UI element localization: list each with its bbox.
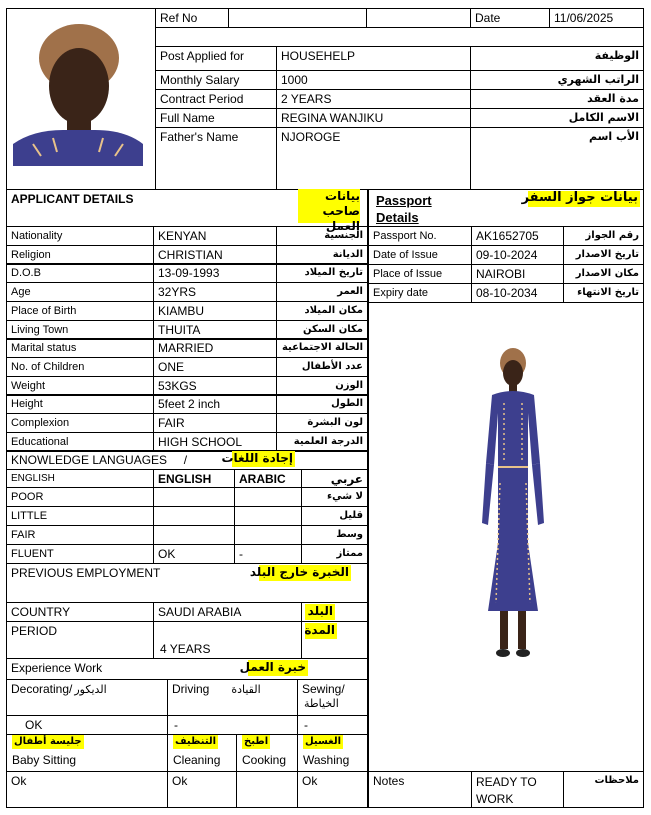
experience-task-label: Cooking [242, 753, 287, 767]
lang-level-ar: ممتاز [301, 544, 368, 564]
passport-label: Place of Issue [368, 264, 472, 284]
applicant-label-ar: الحالة الاجتماعية [276, 338, 368, 358]
experience-value: OK [6, 715, 168, 735]
experience-title-cell [6, 658, 368, 680]
applicant-label-ar: العمر [276, 282, 368, 302]
employment-title: PREVIOUS EMPLOYMENT [11, 566, 161, 580]
passport-title-ar: بيانات جواز السفر [521, 190, 638, 205]
applicant-value: HIGH SCHOOL [153, 432, 277, 452]
job-label-ar: الاسم الكامل [470, 108, 644, 128]
experience-label-ar: القيادة [231, 683, 261, 696]
job-label-ar: مدة العقد [470, 89, 644, 109]
passport-label: Expiry date [368, 283, 472, 303]
lang-header-label: ENGLISH [6, 469, 154, 488]
applicant-value: THUITA [153, 320, 277, 340]
experience-value: - [297, 715, 368, 735]
experience-title: Experience Work [11, 661, 103, 675]
passport-value: 08-10-2034 [471, 283, 564, 303]
applicant-value: 32YRS [153, 282, 277, 302]
experience-task-ar: الغسيل [305, 736, 342, 747]
lang-header-arabic-ar: عربي [301, 469, 368, 488]
experience-task-label: Cleaning [173, 753, 221, 767]
job-value: 1000 [276, 70, 471, 90]
job-value: NJOROGE [276, 127, 471, 190]
applicant-label: No. of Children [6, 357, 154, 377]
applicant-label-ar: مكان الميلاد [276, 301, 368, 321]
applicant-value: FAIR [153, 413, 277, 433]
job-label: Father's Name [155, 127, 277, 190]
languages-title: KNOWLEDGE LANGUAGES [11, 453, 168, 467]
applicant-label-ar: تاريخ الميلاد [276, 263, 368, 283]
passport-title: Passport Details [376, 193, 432, 225]
passport-label: Passport No. [368, 226, 472, 246]
notes-label: Notes [368, 771, 472, 808]
lang-arabic [234, 525, 302, 545]
applicant-label: D.O.B [6, 263, 154, 283]
applicant-value: 53KGS [153, 376, 277, 396]
passport-value: NAIROBI [471, 264, 564, 284]
passport-value: 09-10-2024 [471, 245, 564, 265]
lang-level: FLUENT [6, 544, 154, 564]
passport-label-ar: مكان الاصدار [563, 264, 644, 284]
applicant-label-ar: لون البشرة [276, 413, 368, 433]
applicant-label: Height [6, 394, 154, 414]
period-label: PERIOD [6, 621, 154, 659]
job-label: Monthly Salary [155, 70, 277, 90]
experience-item [6, 679, 168, 716]
experience-task-ar: اطبخ [244, 736, 269, 747]
lang-english [153, 506, 235, 526]
applicant-label-ar: الوزن [276, 376, 368, 396]
job-label-ar: الراتب الشهري [470, 70, 644, 90]
lang-level: POOR [6, 487, 154, 507]
job-label: Post Applied for [155, 46, 277, 71]
applicant-value: KIAMBU [153, 301, 277, 321]
passport-label-ar: تاريخ الاصدار [563, 245, 644, 265]
applicant-title: APPLICANT DETAILS [11, 192, 134, 206]
applicant-label: Complexion [6, 413, 154, 433]
lang-level: FAIR [6, 525, 154, 545]
job-label: Full Name [155, 108, 277, 128]
job-value: HOUSEHELP [276, 46, 471, 71]
languages-slash: / [183, 453, 188, 467]
country-value: SAUDI ARABIA [153, 602, 302, 622]
applicant-value: ONE [153, 357, 277, 377]
applicant-value: MARRIED [153, 338, 277, 358]
experience-task-value: Ok [167, 771, 237, 808]
notes-ar: ملاحظات [563, 771, 644, 808]
applicant-label-ar: مكان السكن [276, 320, 368, 340]
applicant-value: CHRISTIAN [153, 245, 277, 265]
applicant-label: Age [6, 282, 154, 302]
applicant-label: Marital status [6, 338, 154, 358]
experience-task-ar: جليسة أطفال [14, 736, 82, 747]
experience-task-value: Ok [297, 771, 368, 808]
lang-header-arabic: ARABIC [234, 469, 302, 488]
applicant-label-ar: الجنسية [276, 226, 368, 246]
applicant-label-ar: الديانة [276, 245, 368, 265]
lang-level-ar: قليل [301, 506, 368, 526]
notes-value: READY TO WORK [471, 771, 564, 808]
lang-level-ar: لا شيء [301, 487, 368, 507]
experience-label: Driving [172, 682, 210, 696]
date-label: Date [470, 8, 550, 28]
lang-arabic [234, 506, 302, 526]
applicant-label: Weight [6, 376, 154, 396]
job-label-ar: الوظيفة [470, 46, 644, 71]
lang-english: OK [153, 544, 235, 564]
lang-level: LITTLE [6, 506, 154, 526]
job-value: 2 YEARS [276, 89, 471, 109]
experience-task-label: Baby Sitting [12, 753, 77, 767]
lang-english [153, 525, 235, 545]
job-label-ar: الأب اسم [470, 127, 644, 190]
passport-label-ar: رقم الجواز [563, 226, 644, 246]
applicant-label: Nationality [6, 226, 154, 246]
applicant-label-ar: الطول [276, 394, 368, 414]
lang-arabic [234, 487, 302, 507]
country-ar: البلد [305, 604, 335, 620]
job-label: Contract Period [155, 89, 277, 109]
passport-label-ar: تاريخ الانتهاء [563, 283, 644, 303]
experience-label: Decorating/ [11, 682, 73, 696]
lang-english [153, 487, 235, 507]
applicant-label: Living Town [6, 320, 154, 340]
applicant-value: 13-09-1993 [153, 263, 277, 283]
applicant-label: Educational [6, 432, 154, 452]
experience-task-ar: التنظيف [175, 736, 217, 747]
lang-level-ar: وسط [301, 525, 368, 545]
date-value: 11/06/2025 [549, 8, 644, 28]
lang-header-english: ENGLISH [153, 469, 235, 488]
job-value: REGINA WANJIKU [276, 108, 471, 128]
experience-label-ar: الديكور [74, 683, 107, 696]
applicant-value: KENYAN [153, 226, 277, 246]
applicant-value: 5feet 2 inch [153, 394, 277, 414]
experience-value: - [167, 715, 298, 735]
period-value: 4 YEARS [160, 642, 211, 656]
passport-label: Date of Issue [368, 245, 472, 265]
applicant-label: Religion [6, 245, 154, 265]
experience-label: Sewing/ [302, 682, 345, 696]
languages-title-cell [6, 450, 368, 470]
experience-task-value: Ok [6, 771, 168, 808]
experience-label-ar: الخياطة [304, 697, 339, 710]
employment-title-ar: الخبرة خارج البلد [249, 565, 349, 579]
country-label: COUNTRY [6, 602, 154, 622]
experience-task-value [236, 771, 298, 808]
period-ar: المدة [304, 623, 335, 637]
experience-title-ar: خبرة العمل [239, 660, 306, 674]
lang-arabic: - [234, 544, 302, 564]
experience-item [167, 679, 298, 716]
applicant-label-ar: الدرجة العلمية [276, 432, 368, 452]
applicant-label: Place of Birth [6, 301, 154, 321]
full-body-photo [468, 343, 558, 663]
passport-value: AK1652705 [471, 226, 564, 246]
languages-title-ar: إجادة اللغات [221, 451, 293, 465]
ref-no-label: Ref No [155, 8, 229, 28]
applicant-title-ar: بيانات صاحب العمل [298, 189, 360, 223]
experience-item [297, 679, 368, 716]
experience-task-label: Washing [303, 753, 350, 767]
applicant-label-ar: عدد الأطفال [276, 357, 368, 377]
